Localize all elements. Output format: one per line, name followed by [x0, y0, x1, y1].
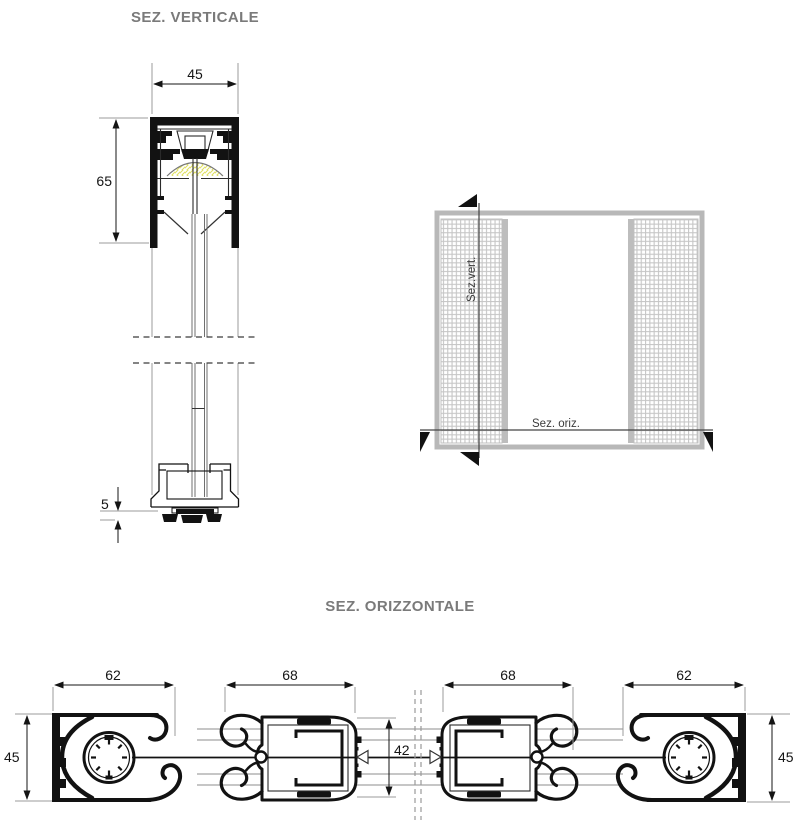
- horizontal-cut-label: Sez. oriz.: [532, 418, 580, 430]
- dim-track-width: 45: [187, 66, 203, 82]
- vertical-section-title: SEZ. VERTICALE: [130, 9, 260, 26]
- horizontal-section-drawing: [4, 667, 794, 820]
- dim-floor-clearance: 5: [101, 496, 109, 512]
- panel-glass-lines: [192, 214, 207, 497]
- mesh-panel-right: [634, 219, 698, 443]
- mullion-left: [502, 219, 508, 443]
- glass-clamp: [181, 149, 209, 159]
- dim-center-depth: 42: [394, 742, 410, 758]
- section-arrow-left: [420, 432, 430, 452]
- dim-right-guide-width: 62: [676, 667, 692, 683]
- horizontal-section-title: SEZ. ORIZZONTALE: [325, 598, 475, 615]
- dim-left-profile-depth: 45: [4, 749, 20, 765]
- vertical-section-drawing: [96, 63, 256, 543]
- elevation-schematic: [420, 194, 713, 466]
- dim-left-interlock-width: 68: [282, 667, 298, 683]
- pointer-triangle-left: [357, 751, 368, 764]
- pivot-circle-right: [532, 752, 543, 763]
- mullion-right: [628, 219, 634, 443]
- pivot-circle-left: [256, 752, 267, 763]
- section-arrow-top: [458, 194, 477, 207]
- section-arrow-bottom: [460, 452, 479, 466]
- vertical-cut-label: Sez.vert.: [466, 256, 478, 302]
- dim-track-height: 65: [96, 173, 112, 189]
- dim-left-guide-width: 62: [105, 667, 121, 683]
- pointer-triangle-right: [430, 751, 441, 764]
- dim-right-profile-depth: 45: [778, 749, 794, 765]
- dim-right-interlock-width: 68: [500, 667, 516, 683]
- mesh-panel-left: [441, 219, 502, 443]
